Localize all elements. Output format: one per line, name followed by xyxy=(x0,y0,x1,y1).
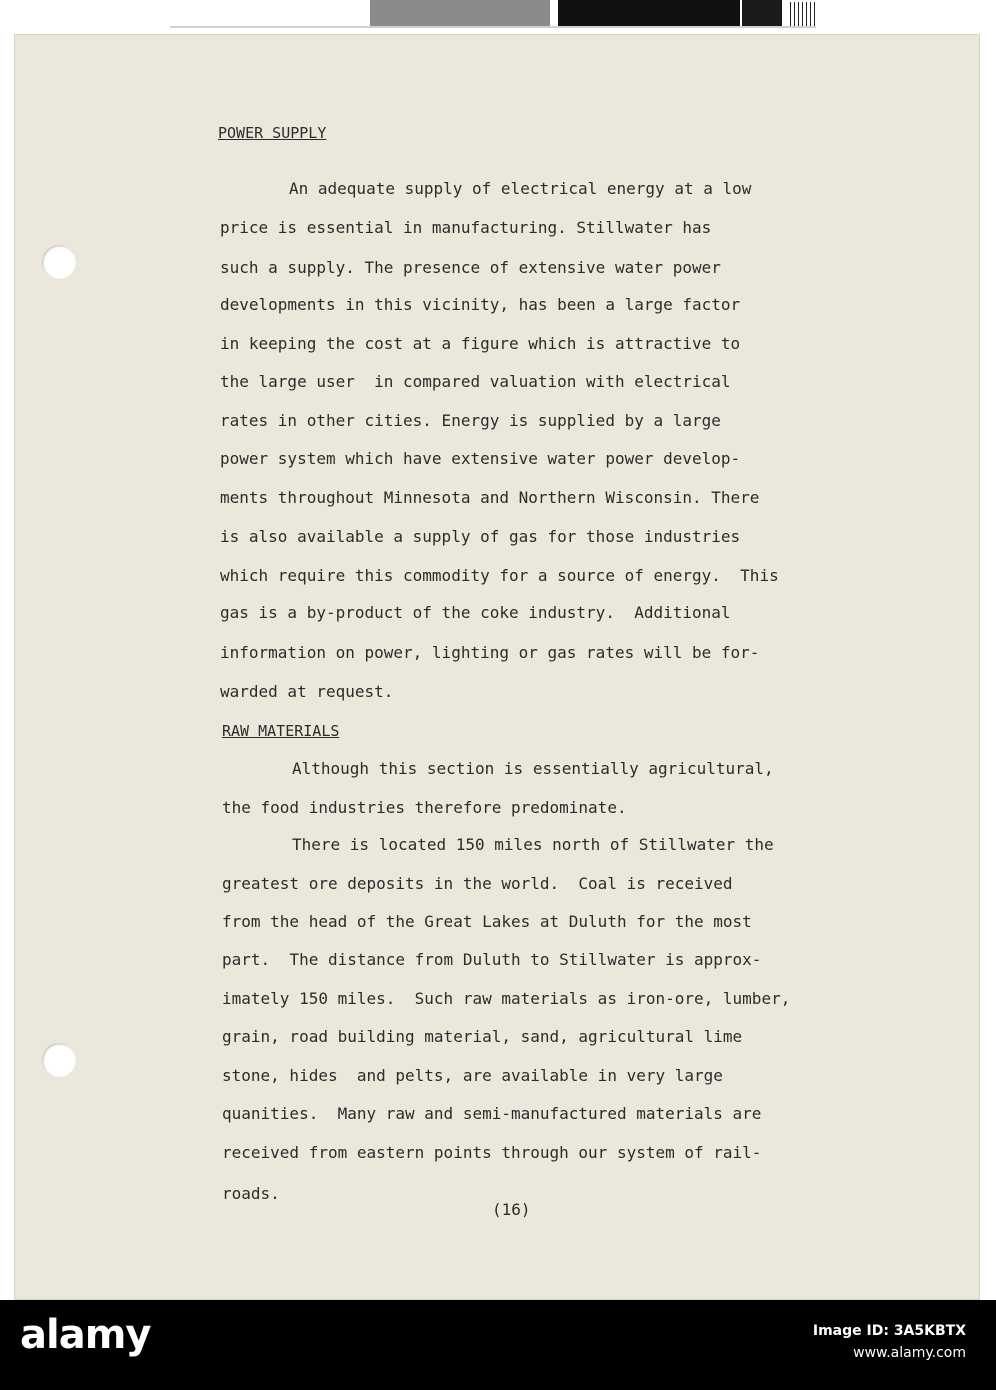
text-line: rates in other cities. Energy is supplied by a large xyxy=(220,411,721,430)
text-line: quanities. Many raw and semi-manufactured materials are xyxy=(222,1104,762,1123)
text-line: stone, hides and pelts, are available in very large xyxy=(222,1066,723,1085)
text-line: power system which have extensive water power develop- xyxy=(220,449,741,468)
scan-edge xyxy=(170,26,816,28)
text-line: such a supply. The presence of extensive water power xyxy=(220,258,721,277)
text-line: greatest ore deposits in the world. Coal is received xyxy=(222,874,733,893)
text-line: the food industries therefore predominate. xyxy=(222,798,627,817)
text-line: gas is a by-product of the coke industry. Additional xyxy=(220,603,731,622)
text-line: part. The distance from Duluth to Stillwater is approx- xyxy=(222,950,762,969)
text-line: roads. xyxy=(222,1184,280,1203)
text-line: price is essential in manufacturing. Stillwater has xyxy=(220,218,712,237)
text-line: developments in this vicinity, has been a large factor xyxy=(220,295,741,314)
text-line: is also available a supply of gas for those industries xyxy=(220,527,741,546)
text-line: the large user in compared valuation with electrical xyxy=(220,372,731,391)
text-line: from the head of the Great Lakes at Duluth for the most xyxy=(222,912,752,931)
text-line: received from eastern points through our system of rail- xyxy=(222,1143,762,1162)
site-url: www.alamy.com xyxy=(853,1345,966,1361)
text-line: Although this section is essentially agricultural, xyxy=(292,759,774,778)
text-line: information on power, lighting or gas rates will be for- xyxy=(220,643,760,662)
punch-hole xyxy=(42,245,76,279)
image-id: Image ID: 3A5KBTX xyxy=(812,1323,966,1339)
section-heading-raw-materials: RAW MATERIALS xyxy=(222,722,340,740)
text-line: in keeping the cost at a figure which is attractive to xyxy=(220,334,741,353)
punch-hole xyxy=(42,1043,76,1077)
text-line: There is located 150 miles north of Stillwater the xyxy=(292,835,774,854)
dark-patch xyxy=(742,0,782,26)
image-credit xyxy=(813,1320,966,1364)
text-line: warded at request. xyxy=(220,682,394,701)
gray-patch xyxy=(370,0,550,26)
alamy-logo: alamy xyxy=(20,1312,151,1358)
text-line: imately 150 miles. Such raw materials as iron-ore, lumber, xyxy=(222,989,791,1008)
black-patch xyxy=(558,0,740,26)
ruler-ticks xyxy=(790,2,816,26)
text-line: An adequate supply of electrical energy at a low xyxy=(289,179,752,198)
text-line: grain, road building material, sand, agricultural lime xyxy=(222,1027,743,1046)
page-number: (16) xyxy=(492,1200,531,1219)
section-heading-power-supply: POWER SUPPLY xyxy=(218,124,327,142)
text-line: ments throughout Minnesota and Northern Wisconsin. There xyxy=(220,488,760,507)
text-line: which require this commodity for a source of energy. This xyxy=(220,566,779,585)
scan-color-bar xyxy=(0,0,996,30)
